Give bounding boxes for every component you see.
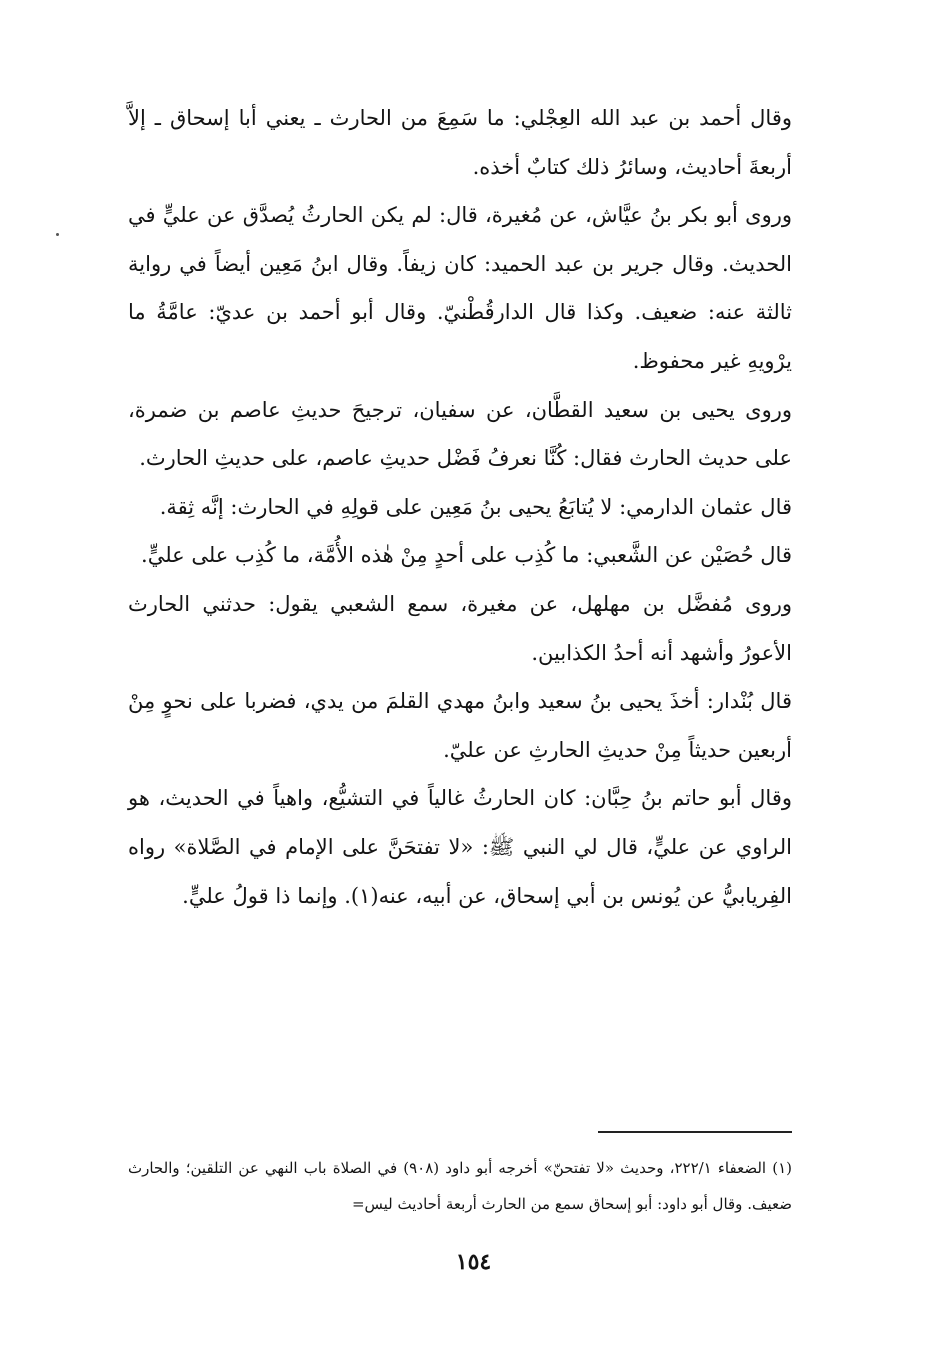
- footnotes: [128, 1150, 792, 1222]
- paragraph-darimi: قال عثمان الدارمي: لا يُتابَعُ يحيى بنُ مَعِين على قولِهِ في الحارث: إنَّه ثِقة.: [159, 494, 792, 519]
- paragraph-qattan: وروى يحيى بن سعيد القطَّان، عن سفيان، ترجيحَ حديثِ عاصم بن ضمرة، على حديث الحارث فقال: كُنَّا نعرفُ فَضْل حديثِ عاصم، على حديثِ الحارث.: [128, 397, 792, 471]
- main-text: [128, 94, 792, 920]
- paragraph-abu-bakr: وروى أبو بكر بنُ عيَّاش، عن مُغيرة، قال: لم يكن الحارثُ يُصدَّق عن عليٍّ في الحديث. وقال جرير بن عبد الحميد: كان زيفاً. وقال ابنُ مَعِين أيضاً في رواية ثالثة عنه: ضعيف. وكذا قال الدارقُطْنيّ. وقال أبو أحمد بن عديّ: عامَّةُ ما يرْويهِ غير محفوظ.: [128, 203, 792, 373]
- paragraph-ijli: وقال أحمد بن عبد الله العِجْلي: ما سَمِعَ من الحارث ـ يعني أبا إسحاق ـ إلاَّ أربعةَ أحاديث، وسائرُ ذلك كتابٌ أخذه.: [128, 106, 792, 179]
- paragraph-shabi: قال حُصَيْن عن الشَّعبي: ما كُذِب على أحدٍ مِنْ هٰذه الأُمَّة، ما كُذِب على عليٍّ.: [141, 543, 792, 568]
- paragraph-ibn-hibban: وقال أبو حاتم بنُ حِبَّان: كان الحارثُ غالياً في التشيُّع، واهياً في الحديث، هو الراوي عن عليٍّ، قال لي النبي ﷺ: «لا تفتحَنَّ على الإمام في الصَّلاة» رواه الفِريابيُّ عن يُونس بن أبي إسحاق، عن أبيه، عنه(١). وإنما ذا قولُ عليٍّ.: [128, 786, 792, 908]
- paragraph-mufaddal: وروى مُفضَّل بن مهلهل، عن مغيرة، سمع الشعبي يقول: حدثني الحارث الأعورُ وأشهد أنه أحدُ الكذابين.: [128, 591, 792, 665]
- page-number: ١٥٤: [455, 1249, 492, 1275]
- paragraph-bundar: قال بُنْدار: أخذَ يحيى بنُ سعيد وابنُ مهدي القلمَ من يدي، فضربا على نحوٍ مِنْ أربعين حديثاً مِنْ حديثِ الحارثِ عن عليّ.: [128, 689, 792, 762]
- scan-speck: [56, 233, 59, 236]
- footnote-1: (١) الضعفاء ٢٢٢/١، وحديث «لا تفتحنّ» أخرجه أبو داود (٩٠٨) في الصلاة باب النهي عن التلقين؛ والحارث ضعيف. وقال أبو داود: أبو إسحاق سمع من الحارث أربعة أحاديث ليس=: [128, 1159, 792, 1213]
- footnote-divider: [598, 1131, 792, 1133]
